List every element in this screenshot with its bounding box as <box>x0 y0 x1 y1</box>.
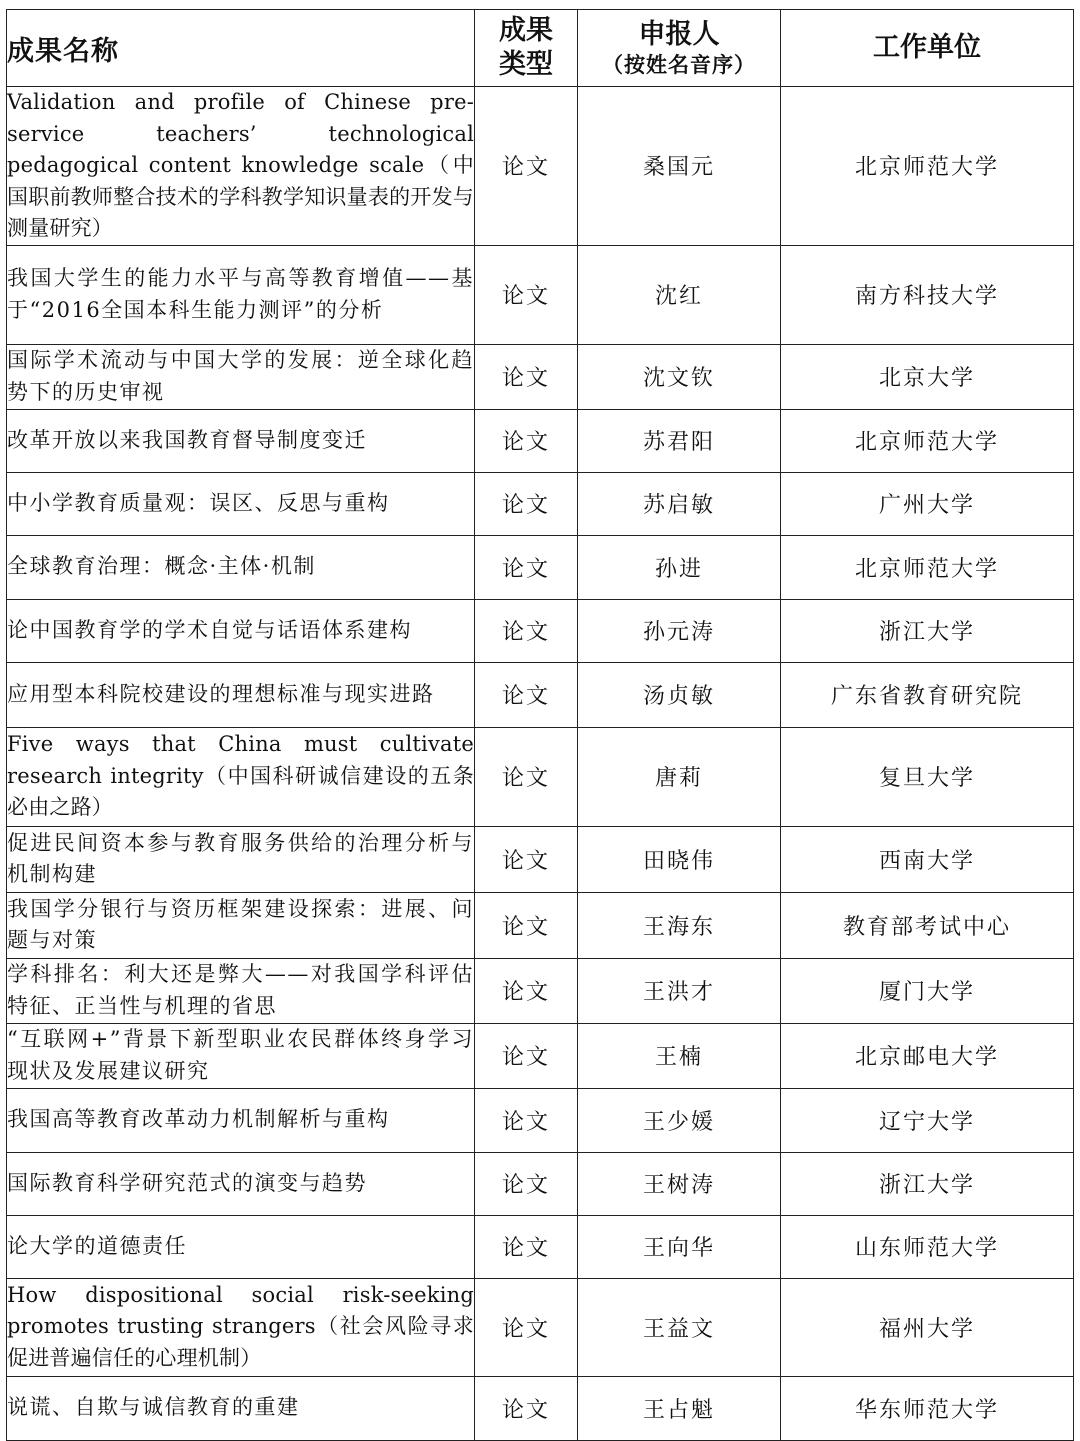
row-type: 论文 <box>475 245 578 344</box>
table-row <box>7 535 1074 599</box>
table-row <box>7 892 1074 958</box>
row-type: 论文 <box>475 1088 578 1152</box>
row-person: 沈红 <box>578 245 781 344</box>
row-title: How dispositional social risk-seeking promotes trusting strangers（社会风险寻求促进普遍信任的心理机制） <box>7 1278 475 1376</box>
table-row <box>7 472 1074 535</box>
table-header-row <box>7 10 1074 87</box>
row-title: “互联网+”背景下新型职业农民群体终身学习现状及发展建议研究 <box>7 1023 475 1088</box>
table-row <box>7 1023 1074 1088</box>
header-type-line2: 类型 <box>499 49 553 80</box>
row-unit: 浙江大学 <box>781 1152 1074 1215</box>
row-title: 应用型本科院校建设的理想标准与现实进路 <box>7 662 475 727</box>
table-row <box>7 599 1074 662</box>
row-title: 国际教育科学研究范式的演变与趋势 <box>7 1152 475 1215</box>
row-unit: 北京师范大学 <box>781 87 1074 246</box>
row-person: 王益文 <box>578 1278 781 1376</box>
row-type: 论文 <box>475 1376 578 1440</box>
header-title: 成果名称 <box>7 10 475 87</box>
row-title: 国际学术流动与中国大学的发展：逆全球化趋势下的历史审视 <box>7 344 475 409</box>
row-unit: 北京邮电大学 <box>781 1023 1074 1088</box>
row-type: 论文 <box>475 472 578 535</box>
row-person: 苏启敏 <box>578 472 781 535</box>
row-type: 论文 <box>475 535 578 599</box>
row-title: 论大学的道德责任 <box>7 1215 475 1278</box>
row-title: 我国高等教育改革动力机制解析与重构 <box>7 1088 475 1152</box>
row-title: 学科排名：利大还是弊大——对我国学科评估特征、正当性与机理的省思 <box>7 958 475 1023</box>
row-type: 论文 <box>475 1278 578 1376</box>
table-row <box>7 344 1074 409</box>
header-person <box>578 10 781 87</box>
row-title: 促进民间资本参与教育服务供给的治理分析与机制构建 <box>7 826 475 892</box>
row-title: 改革开放以来我国教育督导制度变迁 <box>7 409 475 472</box>
row-type: 论文 <box>475 1152 578 1215</box>
table-row <box>7 662 1074 727</box>
row-unit: 广东省教育研究院 <box>781 662 1074 727</box>
row-title: Five ways that China must cultivate research integrity（中国科研诚信建设的五条必由之路） <box>7 727 475 826</box>
row-type: 论文 <box>475 892 578 958</box>
row-person: 桑国元 <box>578 87 781 246</box>
row-person: 孙进 <box>578 535 781 599</box>
row-person: 孙元涛 <box>578 599 781 662</box>
row-type: 论文 <box>475 87 578 246</box>
row-title: 我国大学生的能力水平与高等教育增值——基于“2016全国本科生能力测评”的分析 <box>7 245 475 344</box>
row-type: 论文 <box>475 662 578 727</box>
row-type: 论文 <box>475 344 578 409</box>
header-person-label: 申报人 <box>638 19 720 50</box>
table-row <box>7 1215 1074 1278</box>
row-unit: 山东师范大学 <box>781 1215 1074 1278</box>
header-person-note: （按姓名音序） <box>602 53 756 77</box>
row-person: 王楠 <box>578 1023 781 1088</box>
row-title: Validation and profile of Chinese pre-service teachers’ technological pedagogical content knowledge scale（中国职前教师整合技术的学科教学知识量表的开发与测量研究） <box>7 87 475 246</box>
row-unit: 北京师范大学 <box>781 535 1074 599</box>
results-sheet <box>6 9 1074 1441</box>
row-unit: 厦门大学 <box>781 958 1074 1023</box>
table-row <box>7 958 1074 1023</box>
row-person: 苏君阳 <box>578 409 781 472</box>
table-row <box>7 1152 1074 1215</box>
row-unit: 北京大学 <box>781 344 1074 409</box>
row-person: 田晓伟 <box>578 826 781 892</box>
row-unit: 教育部考试中心 <box>781 892 1074 958</box>
row-type: 论文 <box>475 1023 578 1088</box>
row-person: 汤贞敏 <box>578 662 781 727</box>
row-title: 中小学教育质量观：误区、反思与重构 <box>7 472 475 535</box>
row-type: 论文 <box>475 1215 578 1278</box>
row-person: 沈文钦 <box>578 344 781 409</box>
table-row <box>7 727 1074 826</box>
row-unit: 辽宁大学 <box>781 1088 1074 1152</box>
row-title: 说谎、自欺与诚信教育的重建 <box>7 1376 475 1440</box>
row-type: 论文 <box>475 409 578 472</box>
row-unit: 复旦大学 <box>781 727 1074 826</box>
table-row <box>7 409 1074 472</box>
table-row <box>7 1278 1074 1376</box>
row-title: 全球教育治理：概念·主体·机制 <box>7 535 475 599</box>
row-unit: 浙江大学 <box>781 599 1074 662</box>
row-unit: 西南大学 <box>781 826 1074 892</box>
row-person: 王占魁 <box>578 1376 781 1440</box>
row-type: 论文 <box>475 958 578 1023</box>
table-row <box>7 1088 1074 1152</box>
row-unit: 南方科技大学 <box>781 245 1074 344</box>
table-row <box>7 87 1074 246</box>
header-type <box>475 10 578 87</box>
row-type: 论文 <box>475 826 578 892</box>
results-table <box>6 9 1074 1441</box>
row-person: 王洪才 <box>578 958 781 1023</box>
row-person: 唐莉 <box>578 727 781 826</box>
row-person: 王少媛 <box>578 1088 781 1152</box>
row-type: 论文 <box>475 727 578 826</box>
table-row <box>7 1376 1074 1440</box>
row-title: 论中国教育学的学术自觉与话语体系建构 <box>7 599 475 662</box>
row-unit: 福州大学 <box>781 1278 1074 1376</box>
row-person: 王树涛 <box>578 1152 781 1215</box>
table-row <box>7 245 1074 344</box>
row-type: 论文 <box>475 599 578 662</box>
header-unit: 工作单位 <box>781 10 1074 87</box>
row-unit: 广州大学 <box>781 472 1074 535</box>
row-unit: 华东师范大学 <box>781 1376 1074 1440</box>
row-title: 我国学分银行与资历框架建设探索：进展、问题与对策 <box>7 892 475 958</box>
row-person: 王海东 <box>578 892 781 958</box>
row-person: 王向华 <box>578 1215 781 1278</box>
table-row <box>7 826 1074 892</box>
row-unit: 北京师范大学 <box>781 409 1074 472</box>
header-type-line1: 成果 <box>499 15 553 46</box>
